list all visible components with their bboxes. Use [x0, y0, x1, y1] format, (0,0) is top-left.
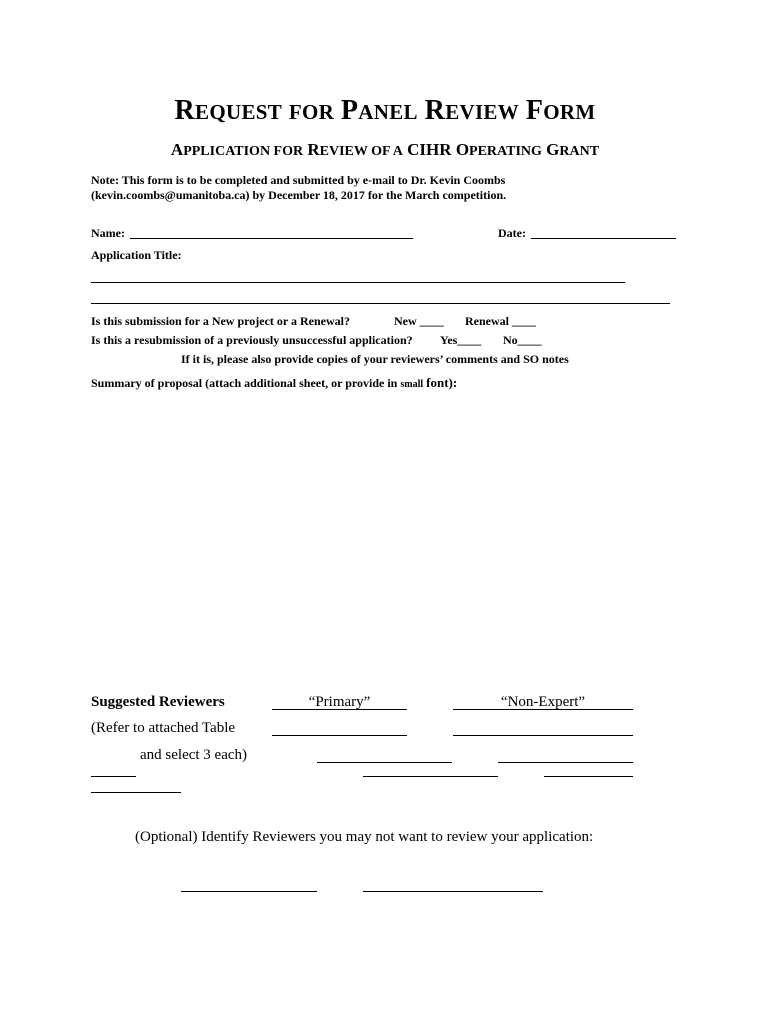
primary-column-header: “Primary”	[308, 694, 371, 710]
primary-reviewer-field-3[interactable]	[363, 776, 498, 777]
question-resubmission: Is this a resubmission of a previously unsuccessful application?	[91, 333, 413, 347]
nonexpert-column-header: “Non-Expert”	[500, 694, 586, 710]
excluded-reviewer-field-2[interactable]	[363, 891, 543, 892]
nonexpert-reviewer-field-1[interactable]	[453, 735, 633, 736]
date-field[interactable]	[531, 238, 676, 239]
excluded-reviewer-field-1[interactable]	[181, 891, 317, 892]
application-title-label: Application Title:	[91, 248, 182, 262]
suggested-reviewers-heading: Suggested Reviewers	[91, 694, 225, 710]
nonexpert-reviewer-field-3[interactable]	[544, 776, 633, 777]
application-title-field-2[interactable]	[91, 303, 670, 304]
note-line-2: (kevin.coombs@umanitoba.ca) by December 18, 2017 for the March competition.	[91, 188, 507, 202]
note-line-1: Note: This form is to be completed and submitted by e-mail to Dr. Kevin Coombs	[91, 173, 506, 187]
summary-area[interactable]	[91, 395, 671, 675]
question-new-or-renewal: Is this submission for a New project or a Renewal?	[91, 314, 351, 328]
new-option[interactable]: New ____	[394, 314, 444, 328]
reviewer-field-3b[interactable]	[91, 792, 181, 793]
date-label: Date:	[498, 226, 526, 240]
no-option[interactable]: No____	[503, 333, 542, 347]
refer-note-line-1: (Refer to attached Table	[91, 720, 236, 736]
reviewer-field-3a[interactable]	[91, 776, 136, 777]
yes-option[interactable]: Yes____	[440, 333, 482, 347]
primary-reviewer-field-1[interactable]	[272, 735, 407, 736]
refer-note-line-2: and select 3 each)	[140, 747, 248, 763]
form-subtitle: APPLICATION FOR REVIEW OF A CIHR OPERATING GRANT	[170, 140, 600, 159]
nonexpert-reviewer-field-2[interactable]	[498, 762, 633, 763]
form-title: REQUEST FOR PANEL REVIEW FORM	[174, 95, 596, 126]
summary-label: Summary of proposal (attach additional sheet, or provide in small font):	[91, 375, 458, 390]
resubmission-note: If it is, please also provide copies of your reviewers’ comments and SO notes	[181, 352, 569, 366]
name-field[interactable]	[130, 238, 413, 239]
primary-reviewer-field-2[interactable]	[317, 762, 452, 763]
application-title-field-1[interactable]	[91, 282, 625, 283]
name-label: Name:	[91, 226, 125, 240]
optional-exclusion-label: (Optional) Identify Reviewers you may not want to review your application:	[135, 829, 594, 845]
renewal-option[interactable]: Renewal ____	[465, 314, 536, 328]
